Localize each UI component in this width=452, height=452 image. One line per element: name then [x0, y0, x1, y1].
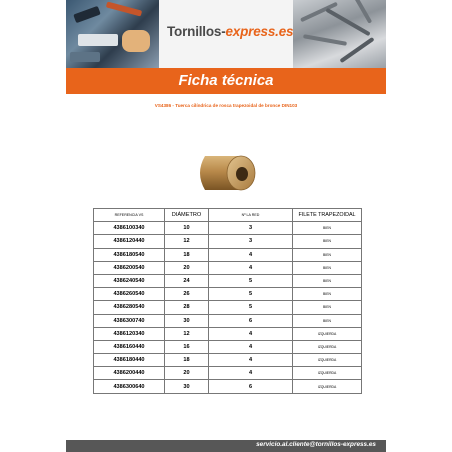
cell-diameter: 26 — [165, 288, 209, 301]
cell-reference: 4386200440 — [94, 367, 165, 380]
cell-reference: 4386300640 — [94, 380, 165, 393]
cell-thread-count: 4 — [209, 354, 293, 367]
cell-trapezoidal-thread: IZQUIERDA — [293, 367, 362, 380]
cell-trapezoidal-thread: IZQUIERDA — [293, 327, 362, 340]
column-header-thread-count: Nº LA RED — [209, 209, 293, 222]
cell-thread-count: 5 — [209, 274, 293, 287]
header-photo-screws — [293, 0, 386, 68]
cell-trapezoidal-thread: IZQUIERDA — [293, 380, 362, 393]
column-header-diameter: DIÁMETRO — [165, 209, 209, 222]
table-row — [94, 301, 362, 314]
cell-diameter: 20 — [165, 261, 209, 274]
cell-diameter: 28 — [165, 301, 209, 314]
spec-table — [93, 208, 362, 394]
cell-diameter: 12 — [165, 235, 209, 248]
footer-email: servicio.al.cliente@tornillos-express.es — [256, 441, 376, 448]
cell-trapezoidal-thread: BIEN — [293, 235, 362, 248]
table-row — [94, 288, 362, 301]
cell-reference: 4386260540 — [94, 288, 165, 301]
table-row — [94, 274, 362, 287]
cell-reference: 4386180540 — [94, 248, 165, 261]
cell-trapezoidal-thread: BIEN — [293, 288, 362, 301]
cell-thread-count: 3 — [209, 235, 293, 248]
cell-trapezoidal-thread: BIEN — [293, 274, 362, 287]
cell-reference: 4386280540 — [94, 301, 165, 314]
header-photo-tools — [66, 0, 159, 68]
cell-diameter: 18 — [165, 354, 209, 367]
cell-trapezoidal-thread: BIEN — [293, 301, 362, 314]
cell-diameter: 20 — [165, 367, 209, 380]
table-row — [94, 354, 362, 367]
table-row — [94, 380, 362, 393]
cell-thread-count: 4 — [209, 261, 293, 274]
cell-reference: 4386300740 — [94, 314, 165, 327]
cell-diameter: 12 — [165, 327, 209, 340]
product-title: VS4386 - Tuerca cilíndrica de rosca trapezoidal de bronce DIN103 — [154, 103, 298, 108]
brand-logo: Tornillos-express.es — [167, 24, 294, 39]
cell-trapezoidal-thread: IZQUIERDA — [293, 354, 362, 367]
spec-sheet — [66, 0, 386, 452]
table-row — [94, 327, 362, 340]
cell-reference: 4386180440 — [94, 354, 165, 367]
cell-trapezoidal-thread: BIEN — [293, 261, 362, 274]
cell-diameter: 18 — [165, 248, 209, 261]
cell-thread-count: 4 — [209, 367, 293, 380]
page-title: Ficha técnica — [178, 72, 274, 89]
cell-thread-count: 6 — [209, 380, 293, 393]
table-row — [94, 340, 362, 353]
cell-reference: 4386240540 — [94, 274, 165, 287]
cell-diameter: 30 — [165, 314, 209, 327]
title-banner — [66, 68, 386, 94]
table-row — [94, 235, 362, 248]
cell-thread-count: 4 — [209, 340, 293, 353]
cell-diameter: 10 — [165, 222, 209, 235]
table-row — [94, 222, 362, 235]
table-row — [94, 314, 362, 327]
cell-thread-count: 5 — [209, 301, 293, 314]
cell-trapezoidal-thread: BIEN — [293, 248, 362, 261]
cell-thread-count: 3 — [209, 222, 293, 235]
bronze-nut-image — [189, 150, 263, 196]
footer-bar — [66, 440, 386, 452]
cell-diameter: 24 — [165, 274, 209, 287]
column-header-trapezoidal-thread: FILETE TRAPEZOIDAL — [293, 209, 362, 222]
table-row — [94, 367, 362, 380]
cell-reference: 4386120340 — [94, 327, 165, 340]
cell-thread-count: 6 — [209, 314, 293, 327]
cell-reference: 4386200540 — [94, 261, 165, 274]
table-header-row — [94, 209, 362, 222]
column-header-reference: REFERENCIA VS — [94, 209, 165, 222]
cell-trapezoidal-thread: BIEN — [293, 314, 362, 327]
cell-diameter: 16 — [165, 340, 209, 353]
table-row — [94, 248, 362, 261]
cell-thread-count: 4 — [209, 248, 293, 261]
cell-reference: 4386100340 — [94, 222, 165, 235]
table-row — [94, 261, 362, 274]
cell-trapezoidal-thread: BIEN — [293, 222, 362, 235]
cell-trapezoidal-thread: IZQUIERDA — [293, 340, 362, 353]
cell-reference: 4386120440 — [94, 235, 165, 248]
brand-header — [159, 0, 293, 68]
cell-thread-count: 4 — [209, 327, 293, 340]
cell-thread-count: 5 — [209, 288, 293, 301]
cell-reference: 4386160440 — [94, 340, 165, 353]
cell-diameter: 30 — [165, 380, 209, 393]
